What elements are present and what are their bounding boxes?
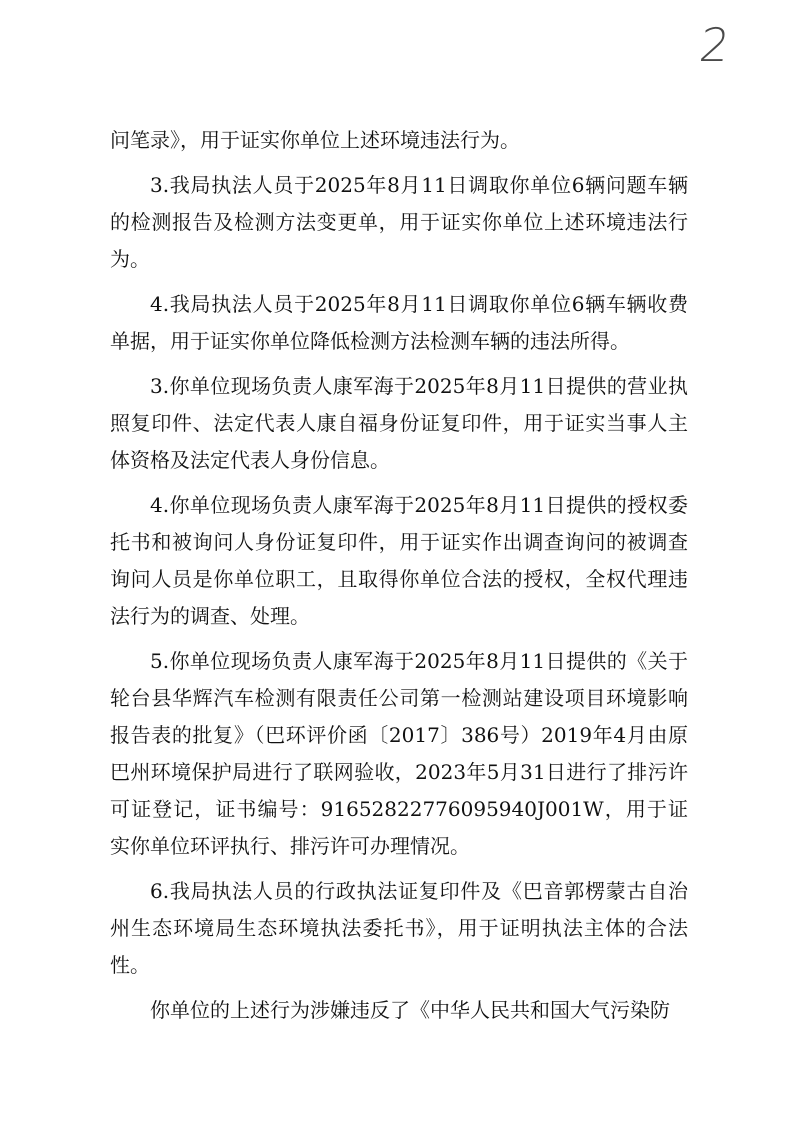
paragraph-evidence-4-fee-receipts: 4.我局执法人员于2025年8月11日调取你单位6辆车辆收费单据，用于证实你单位降低检测方法检测车辆的违法所得。 bbox=[110, 292, 688, 353]
paragraph-evidence-6-enforcement-certificate: 6.我局执法人员的行政执法证复印件及《巴音郭楞蒙古自治州生态环境局生态环境执法委托书》，用于证明执法主体的合法性。 bbox=[110, 879, 688, 977]
paragraph-evidence-3-test-reports: 3.我局执法人员于2025年8月11日调取你单位6辆问题车辆的检测报告及检测方法变更单，用于证实你单位上述环境违法行为。 bbox=[110, 173, 688, 271]
paragraph-evidence-5-eia-approval: 5.你单位现场负责人康军海于2025年8月11日提供的《关于轮台县华辉汽车检测有限责任公司第一检测站建设项目环境影响报告表的批复》（巴环评价函〔2017〕386号）2019年4月由原巴州环境保护局进行了联网验收，2023年5月31日进行了排污许可证登记，证书编号：91652822776095940J001W，用于证实你单位环评执行、排污许可办理情况。 bbox=[110, 649, 688, 858]
paragraph-evidence-4-authorization: 4.你单位现场负责人康军海于2025年8月11日提供的授权委托书和被询问人身份证复印件，用于证实作出调查询问的被调查询问人员是你单位职工，且取得你单位合法的授权，全权代理违法行为的调查、处理。 bbox=[110, 493, 688, 628]
paragraph-violation-statement: 你单位的上述行为涉嫌违反了《中华人民共和国大气污染防 bbox=[150, 998, 670, 1022]
document-body bbox=[110, 122, 688, 1037]
paragraph-continuation: 问笔录》，用于证实你单位上述环境违法行为。 bbox=[110, 128, 520, 152]
paragraph-evidence-3-business-license: 3.你单位现场负责人康军海于2025年8月11日提供的营业执照复印件、法定代表人康自福身份证复印件，用于证实当事人主体资格及法定代表人身份信息。 bbox=[110, 374, 688, 472]
handwritten-page-number: 2 bbox=[696, 18, 734, 72]
